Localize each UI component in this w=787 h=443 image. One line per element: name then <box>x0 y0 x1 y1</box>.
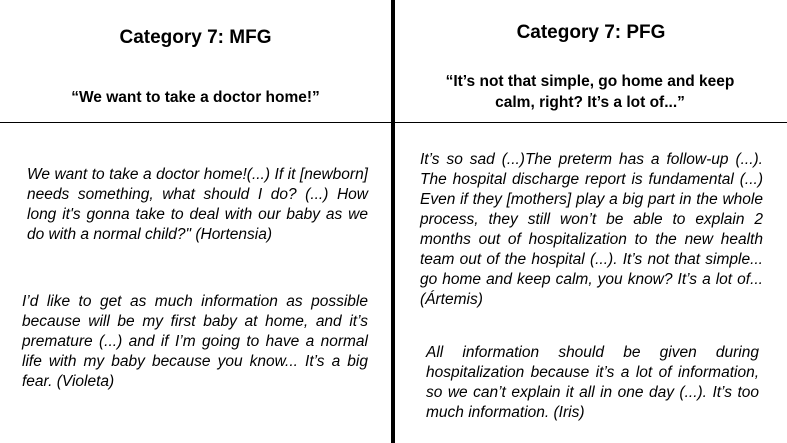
left-subtitle: “We want to take a doctor home!” <box>71 89 320 106</box>
left-quote-1: We want to take a doctor home!(...) If it [newborn] needs something, what should I do? (...) How long it's gonna take to deal with our baby as we do with a normal child?" (Hortensia) <box>27 166 368 243</box>
right-quote-2: All information should be given during hospitalization because it’s a lot of information, so we can’t explain it all in one day (...). It’s too much information. (Iris) <box>426 344 759 421</box>
right-category-title: Category 7: PFG <box>516 22 666 43</box>
header-divider <box>0 122 787 123</box>
column-divider <box>391 0 395 443</box>
left-category-title: Category 7: MFG <box>119 27 272 48</box>
right-subtitle: “It’s not that simple, go home and keep calm, right? It’s a lot of...” <box>445 73 735 111</box>
left-quote-2: I’d like to get as much information as possible because will be my first baby at home, and it’s premature (...) and if I’m going to have a normal life with my baby because you know... It’s a big fear. (Violeta) <box>22 293 368 390</box>
right-quote-1: It’s so sad (...)The preterm has a follow-up (...). The hospital discharge report is fundamental (...) Even if they [mothers] play a big part in the whole process, they still won’t be able to explain 2 months out of hospitalization to the new health team out of the hospital (...). It’s not that simple... go home and keep calm, you know? It’s a lot of...(Ártemis) <box>420 151 763 308</box>
